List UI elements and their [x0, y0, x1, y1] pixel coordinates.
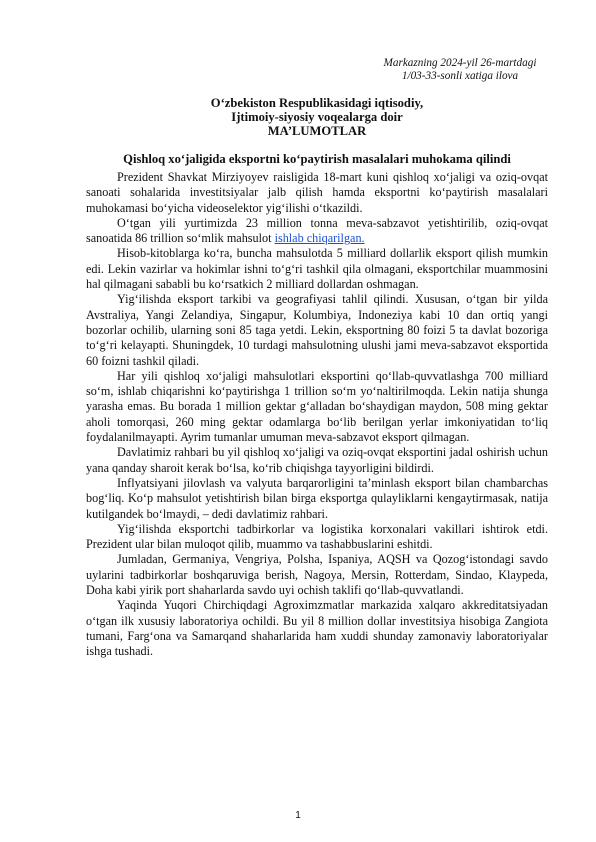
- title-line3: MA’LUMOTLAR: [267, 124, 367, 138]
- attachment-note: [360, 57, 560, 83]
- paragraph-10: Yaqinda Yuqori Chirchiqdagi Agroximzmatlar markazida xalqaro akkreditatsiyadan o‘tgan ilk xususiy laboratoriya ochildi. Bu yil 8 million dollar investitsiya hisobiga Zangiota tumani, Farg‘ona va Samarqand shaharlarida ham xuddi shunday zamonaviy laboratoriyalar ishga tushadi.: [86, 598, 548, 659]
- attachment-note-line2: 1/03-33-sonli xatiga ilova: [401, 70, 519, 82]
- title-line1: O‘zbekiston Respublikasidagi iqtisodiy,: [210, 96, 424, 110]
- paragraph-2-text: O‘tgan yili yurtimizda 23 million tonna meva-sabzavot yetishtirilib, oziq-ovqat sanoatida 86 trillion so‘mlik mahsulot: [86, 215, 548, 246]
- paragraph-3: Hisob-kitoblarga ko‘ra, buncha mahsulotda 5 milliard dollarlik eksport qilish mumkin edi. Lekin vazirlar va hokimlar ishni to‘g‘ri tashkil qila olmagani, eksportchilar muammosini hal qilmagani sababli bu ko‘rsatkich 2 milliard dollardan oshmagan.: [86, 246, 548, 292]
- paragraph-5: Har yili qishloq xo‘jaligi mahsulotlari eksportini qo‘llab-quvvatlashga 700 milliard so‘m, ishlab chiqarishni ko‘paytirishga 1 trillion so‘m yo‘naltirilmoqda. Lekin natija shunga yarasha emas. Bu borada 1 million gektar g‘alladan bo‘shaydigan maydon, 508 ming gektar aholi tomorqasi, 260 ming gektar odamlarga bo‘lib berilgan yerlar imkoniyatidan to‘liq foydalanilmayapti. Ayrim tumanlar umuman meva-sabzavot eksport qilmagan.: [86, 368, 548, 445]
- document-title: [86, 96, 548, 138]
- article-headline: Qishloq xo‘jaligida eksportni ko‘paytirish masalalari muhokama qilindi: [123, 152, 511, 166]
- paragraph-1: Prezident Shavkat Mirziyoyev raisligida 18-mart kuni qishloq xo‘jaligi va oziq-ovqat sanoati sohalarida investitsiyalar jalb qilish hamda eksportni ko‘paytirish masalalari muhokamasi bo‘yicha videoselektor yig‘ilishi o‘tkazildi.: [86, 170, 548, 215]
- paragraph-9: Jumladan, Germaniya, Vengriya, Polsha, Ispaniya, AQSH va Qozog‘istondagi savdo uylarini tadbirkorlar boshqaruviga berish, Nagoya, Mersin, Rotterdam, Sindao, Klaypeda, Doha kabi yirik port shaharlarda savdo uyi ochish taklifi qo‘llab-quvvatlandi.: [86, 552, 548, 598]
- paragraph-7: Inflyatsiyani jilovlash va valyuta barqarorligini ta’minlash eksport bilan chambarchas bog‘liq. Ko‘p mahsulot yetishtirish bilan birga eksportga qulayliklarni kengaytirmasak, natija kutilgandek bo‘lmaydi, – dedi davlatimiz rahbari.: [86, 475, 548, 521]
- paragraph-2: [86, 216, 548, 247]
- title-line2: Ijtimoiy-siyosiy voqealarga doir: [231, 110, 403, 124]
- paragraph-4: Yig‘ilishda eksport tarkibi va geografiyasi tahlil qilindi. Xususan, o‘tgan bir yilda Avstraliya, Yangi Zelandiya, Singapur, Kolumbiya, Indoneziya kabi 10 dan ortiq yangi bozorlar ochilib, ularning soni 85 taga yetdi. Lekin, eksportning 80 foizi 5 ta davlat bozoriga to‘g‘ri kelayapti. Shuningdek, 10 turdagi mahsulotning ulushi jami meva-sabzavot eksportida 60 foizni tashkil qiladi.: [86, 292, 548, 368]
- paragraph-6: Davlatimiz rahbari bu yil qishloq xo‘jaligi va oziq-ovqat eksportini jadal oshirish uchun yana qanday sharoit kerak bo‘lsa, ko‘rib chiqishga tayyorligini bildirdi.: [86, 445, 548, 475]
- paragraph-8: Yig‘ilishda eksportchi tadbirkorlar va logistika korxonalari vakillari ishtirok etdi. Prezident ular bilan muloqot qilib, muammo va tashabbuslarini eshitdi.: [86, 521, 548, 552]
- article-body: [86, 170, 548, 660]
- page-number: 1: [295, 810, 301, 821]
- production-link[interactable]: ishlab chiqarilgan.: [274, 231, 365, 246]
- attachment-note-line1: Markazning 2024-yil 26-martdagi: [383, 57, 537, 69]
